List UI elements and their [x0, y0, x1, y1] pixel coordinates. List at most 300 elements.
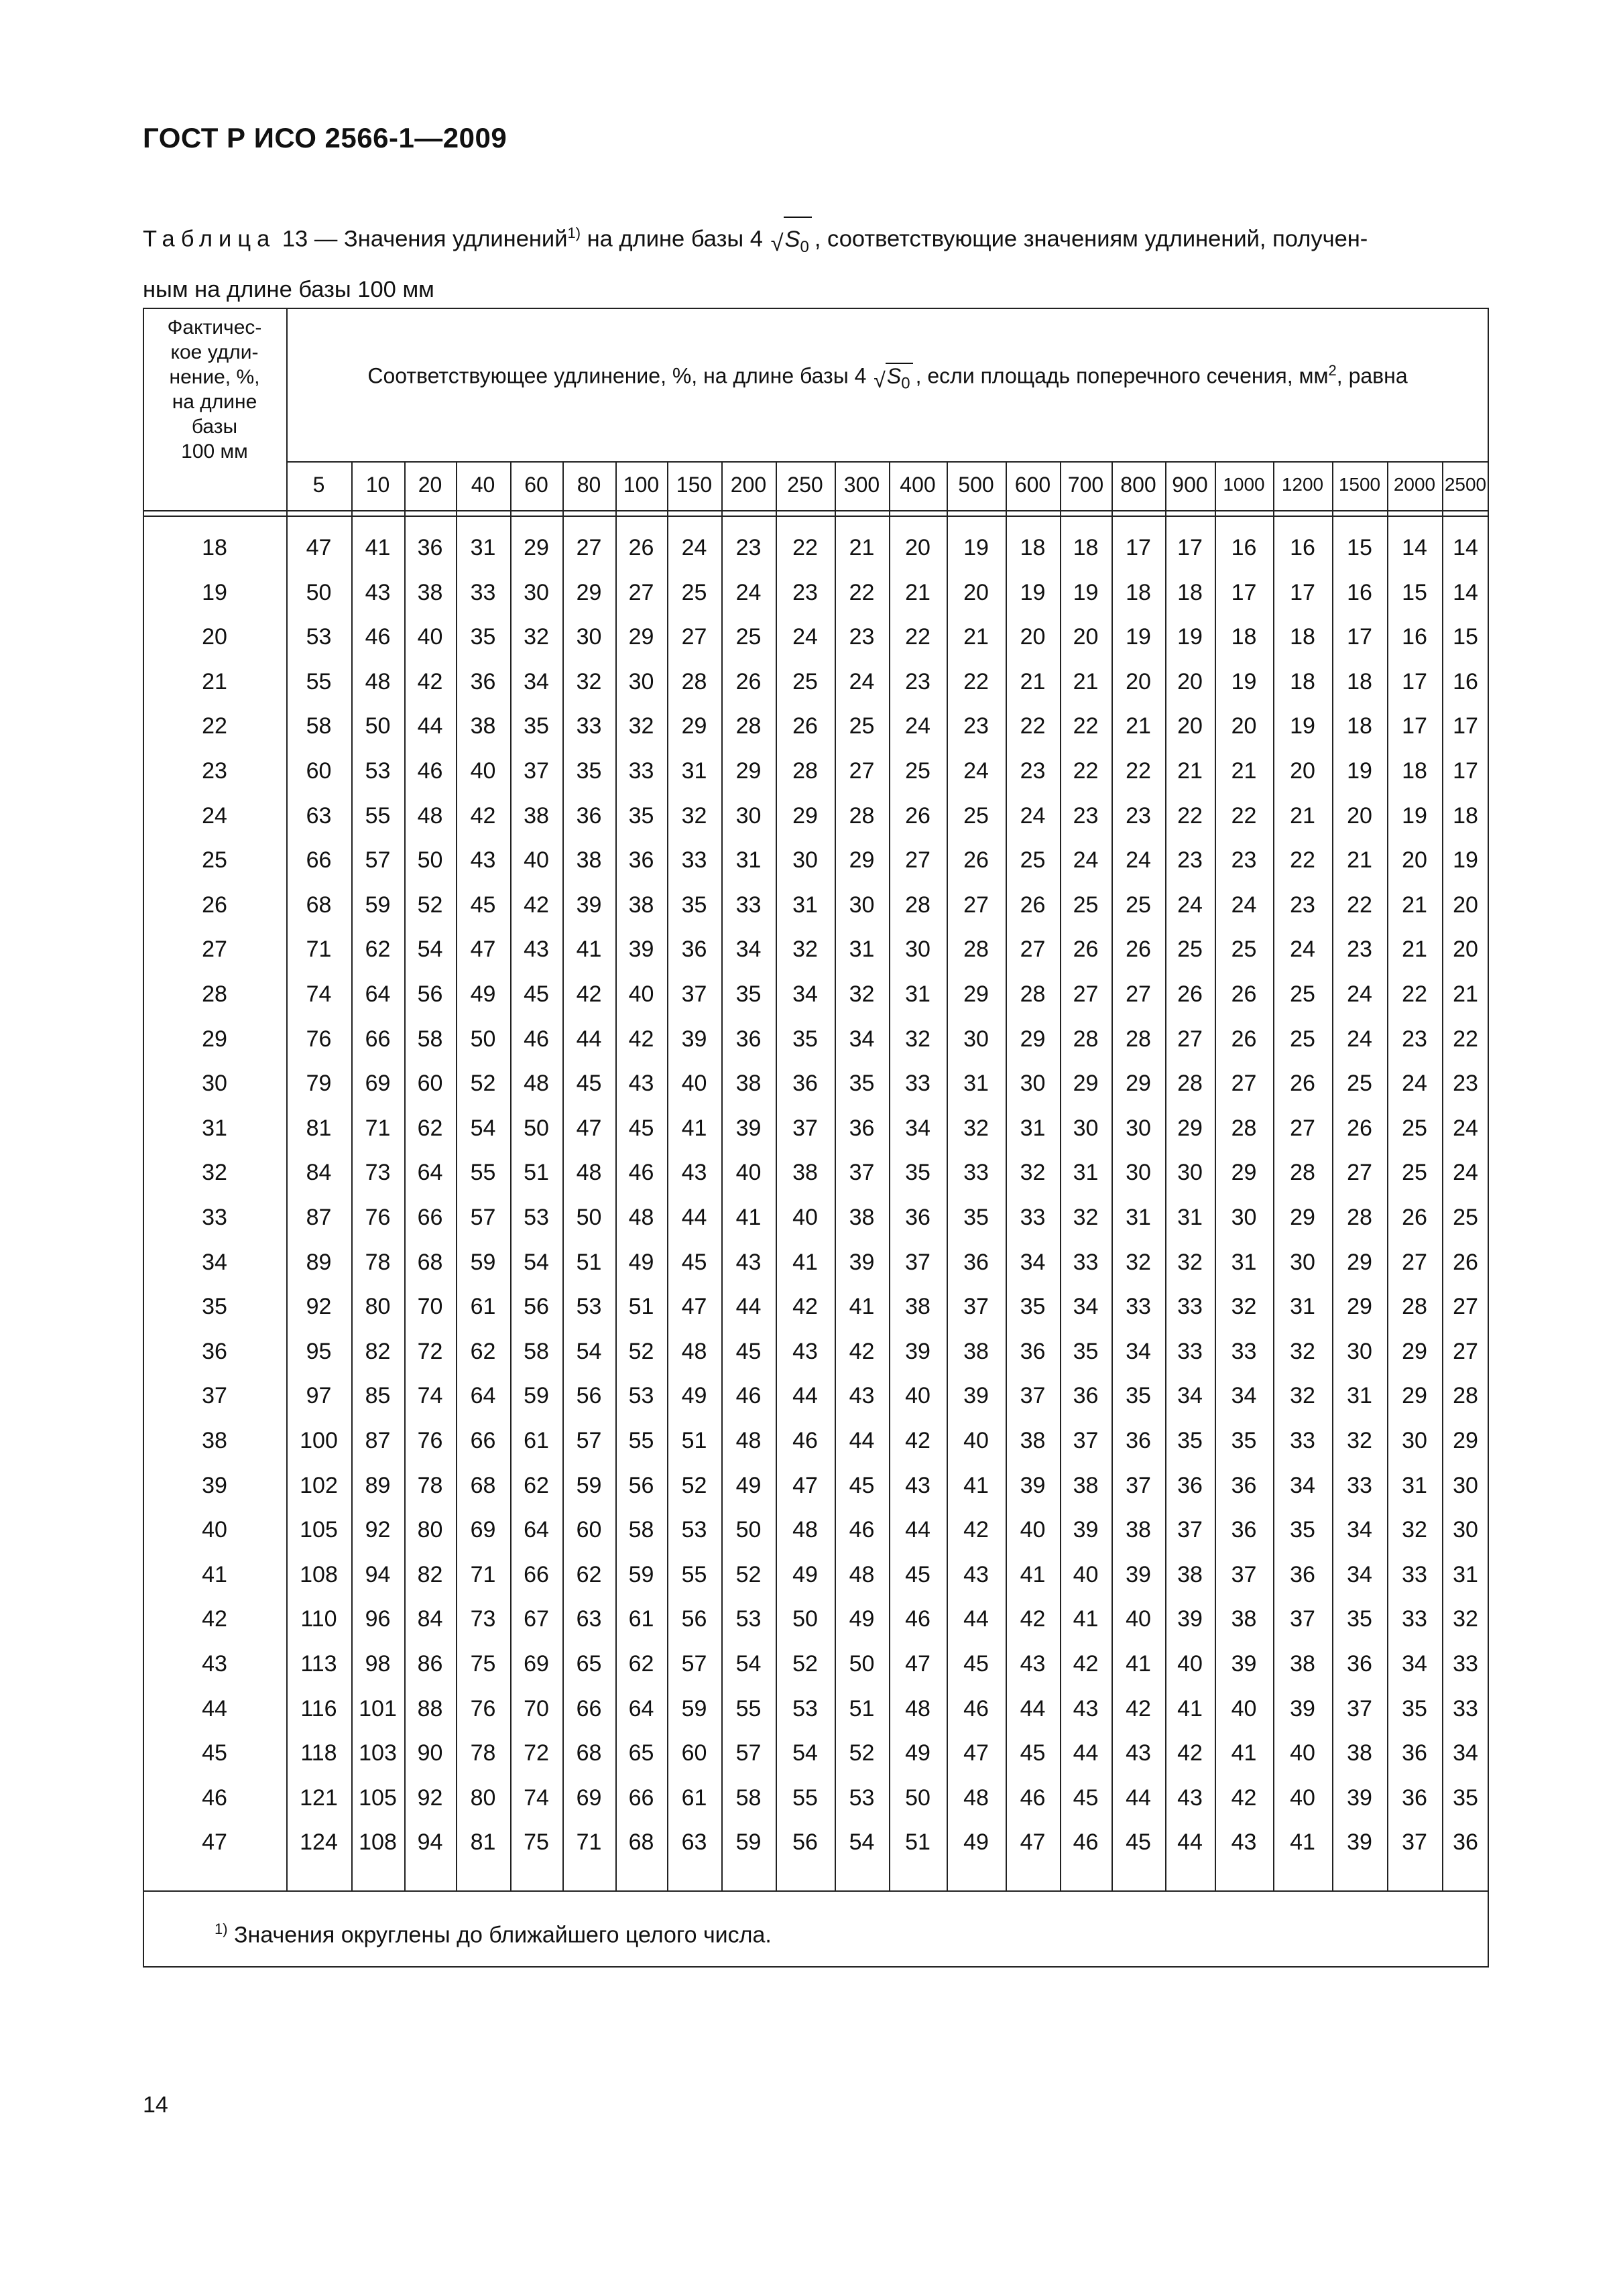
table-cell: 28	[963, 936, 989, 963]
table-cell: 46	[1020, 1785, 1046, 1811]
table-cell: 33	[1453, 1695, 1478, 1721]
row-actual-value: 44	[202, 1695, 227, 1721]
table-cell: 43	[849, 1383, 875, 1409]
table-cell: 48	[365, 668, 391, 694]
table-cell: 53	[524, 1205, 549, 1230]
table-cell: 35	[1290, 1517, 1315, 1543]
table-cell: 47	[905, 1651, 930, 1677]
table-cell: 30	[1290, 1249, 1315, 1275]
table-cell: 24	[1453, 1115, 1478, 1141]
table-cell: 53	[735, 1606, 762, 1632]
row-actual-value: 32	[202, 1160, 227, 1186]
table-cell: 43	[1073, 1695, 1099, 1721]
table-cell: 39	[1020, 1472, 1046, 1498]
table-cell: 21	[1020, 668, 1046, 694]
table-cell: 17	[1126, 535, 1151, 560]
column-header: 60	[524, 473, 548, 497]
table-cell: 35	[524, 713, 549, 739]
table-cell: 31	[963, 1071, 989, 1097]
table-cell: 61	[628, 1606, 654, 1632]
column-rule	[143, 510, 1489, 511]
table-cell: 34	[735, 936, 762, 963]
table-cell: 22	[1290, 847, 1315, 873]
table-cell: 33	[1177, 1338, 1203, 1364]
footnote	[215, 1921, 772, 1948]
table-cell: 97	[306, 1383, 332, 1409]
table-cell: 29	[524, 535, 549, 560]
table-cell: 26	[1126, 936, 1151, 963]
table-cell: 40	[524, 847, 549, 873]
table-cell: 43	[470, 847, 496, 873]
table-cell: 46	[417, 758, 443, 784]
table-cell: 44	[1020, 1695, 1046, 1721]
table-cell: 85	[365, 1383, 391, 1409]
table-cell: 20	[1020, 624, 1046, 650]
table-cell: 34	[792, 981, 818, 1007]
table-cell: 41	[849, 1294, 875, 1320]
table-cell: 35	[1231, 1428, 1257, 1453]
table-cell: 34	[1177, 1383, 1203, 1409]
table-cell: 30	[1126, 1160, 1151, 1186]
table-cell: 25	[1290, 1026, 1315, 1052]
table-cell: 68	[576, 1740, 602, 1766]
table-cell: 20	[905, 535, 930, 560]
table-cell: 23	[963, 713, 989, 739]
table-cell: 24	[849, 668, 875, 694]
table-cell: 45	[1126, 1829, 1151, 1856]
table-cell: 30	[849, 892, 875, 918]
table-cell: 71	[470, 1561, 496, 1587]
table-cell: 55	[306, 668, 332, 694]
table-cell: 60	[306, 758, 332, 784]
table-cell: 29	[628, 624, 654, 650]
table-cell: 45	[524, 981, 549, 1007]
table-cell: 23	[1290, 892, 1315, 918]
table-cell: 32	[1402, 1517, 1427, 1543]
table-cell: 46	[524, 1026, 549, 1052]
table-cell: 30	[1347, 1338, 1372, 1364]
row-actual-value: 37	[202, 1383, 227, 1409]
table-cell: 30	[1177, 1160, 1203, 1186]
table-cell: 40	[735, 1160, 762, 1186]
table-cell: 28	[735, 713, 762, 739]
table-cell: 43	[905, 1472, 930, 1498]
table-cell: 98	[365, 1651, 391, 1677]
table-cell: 38	[1073, 1472, 1099, 1498]
table-cell: 27	[1453, 1294, 1478, 1320]
table-cell: 56	[524, 1294, 549, 1320]
table-cell: 33	[1020, 1205, 1046, 1230]
table-cell: 29	[1020, 1026, 1046, 1052]
table-cell: 47	[963, 1740, 989, 1766]
table-cell: 73	[365, 1160, 391, 1186]
table-cell: 62	[417, 1115, 443, 1141]
row-actual-value: 26	[202, 892, 227, 918]
table-cell: 21	[849, 535, 875, 560]
table-cell: 94	[365, 1561, 391, 1587]
table-cell: 69	[365, 1071, 391, 1097]
table-cell: 28	[792, 758, 818, 784]
table-cell: 31	[905, 981, 930, 1007]
table-cell: 31	[1126, 1205, 1151, 1230]
footnote-text: Значения округлены до ближайшего целого числа.	[234, 1922, 772, 1948]
table-cell: 24	[1347, 981, 1372, 1007]
table-cell: 82	[365, 1338, 391, 1364]
table-cell: 84	[417, 1606, 443, 1632]
table-cell: 27	[1402, 1249, 1427, 1275]
table-cell: 16	[1231, 535, 1257, 560]
table-cell: 45	[1020, 1740, 1046, 1766]
table-cell: 41	[576, 936, 602, 963]
table-cell: 26	[963, 847, 989, 873]
table-cell: 23	[1347, 936, 1372, 963]
table-cell: 23	[1177, 847, 1203, 873]
table-cell: 76	[365, 1205, 391, 1230]
table-cell: 81	[306, 1115, 332, 1141]
table-cell: 31	[1290, 1294, 1315, 1320]
table-cell: 69	[524, 1651, 549, 1677]
table-cell: 30	[628, 668, 654, 694]
table-cell: 28	[1290, 1160, 1315, 1186]
table-cell: 39	[905, 1338, 930, 1364]
table-cell: 36	[417, 535, 443, 560]
row-header-line: 100 мм	[181, 440, 248, 463]
group-header-text: , равна	[1336, 363, 1408, 388]
table-cell: 56	[792, 1829, 818, 1856]
table-cell: 27	[628, 579, 654, 605]
table-cell: 14	[1402, 535, 1427, 560]
table-cell: 50	[470, 1026, 496, 1052]
table-cell: 68	[470, 1472, 496, 1498]
table-cell: 19	[1073, 579, 1099, 605]
table-cell: 101	[359, 1695, 397, 1721]
table-cell: 25	[1073, 892, 1099, 918]
table-cell: 48	[849, 1561, 875, 1587]
table-cell: 34	[1347, 1561, 1372, 1587]
table-cell: 47	[681, 1294, 707, 1320]
table-cell: 14	[1453, 579, 1478, 605]
table-cell: 59	[735, 1829, 762, 1856]
row-header	[143, 315, 286, 464]
row-actual-value: 35	[202, 1294, 227, 1320]
row-actual-value: 24	[202, 802, 227, 829]
table-cell: 62	[576, 1561, 602, 1587]
table-cell: 41	[681, 1115, 707, 1141]
table-cell: 46	[905, 1606, 930, 1632]
table-cell: 42	[470, 802, 496, 829]
table-cell: 103	[359, 1740, 397, 1766]
table-cell: 29	[1402, 1383, 1427, 1409]
table-cell: 38	[628, 892, 654, 918]
table-cell: 32	[524, 624, 549, 650]
caption-label: Таблица	[143, 226, 276, 252]
table-cell: 29	[1402, 1338, 1427, 1364]
table-cell: 29	[1126, 1071, 1151, 1097]
table-cell: 21	[1347, 847, 1372, 873]
table-cell: 35	[1126, 1383, 1151, 1409]
row-actual-value: 43	[202, 1651, 227, 1677]
table-cell: 32	[1073, 1205, 1099, 1230]
table-cell: 25	[905, 758, 930, 784]
table-cell: 17	[1177, 535, 1203, 560]
table-cell: 48	[681, 1338, 707, 1364]
table-cell: 36	[628, 847, 654, 873]
table-cell: 51	[681, 1428, 707, 1453]
table-cell: 40	[1290, 1785, 1315, 1811]
table-cell: 118	[300, 1740, 337, 1766]
table-cell: 32	[1290, 1383, 1315, 1409]
table-cell: 47	[1020, 1829, 1046, 1856]
table-cell: 37	[905, 1249, 930, 1275]
caption-text-b: на длине базы 4	[581, 226, 763, 252]
table-cell: 33	[628, 758, 654, 784]
table-cell: 37	[681, 981, 707, 1007]
table-cell: 36	[1290, 1561, 1315, 1587]
table-cell: 44	[963, 1606, 989, 1632]
table-cell: 25	[681, 579, 707, 605]
table-cell: 105	[300, 1517, 338, 1543]
table-cell: 30	[1402, 1428, 1427, 1453]
table-cell: 71	[365, 1115, 391, 1141]
table-cell: 39	[963, 1383, 989, 1409]
table-cell: 75	[524, 1829, 549, 1856]
table-cell: 42	[628, 1026, 654, 1052]
table-cell: 27	[576, 535, 602, 560]
table-cell: 20	[1453, 936, 1478, 963]
table-cell: 25	[1177, 936, 1203, 963]
table-cell: 27	[1231, 1071, 1257, 1097]
caption-text-a: — Значения удлинений	[314, 226, 568, 252]
table-cell: 19	[1231, 668, 1257, 694]
table-cell: 55	[735, 1695, 762, 1721]
table-cell: 36	[681, 936, 707, 963]
table-cell: 44	[1073, 1740, 1099, 1766]
table-cell: 25	[1453, 1205, 1478, 1230]
table-cell: 39	[1231, 1651, 1257, 1677]
table-cell: 29	[849, 847, 875, 873]
table-cell: 36	[576, 802, 602, 829]
table-cell: 22	[1126, 758, 1151, 784]
table-cell: 22	[1073, 713, 1099, 739]
column-header: 100	[623, 473, 660, 497]
table-cell: 35	[628, 802, 654, 829]
table-cell: 38	[905, 1294, 930, 1320]
table-cell: 47	[792, 1472, 818, 1498]
table-cell: 60	[681, 1740, 707, 1766]
table-cell: 43	[681, 1160, 707, 1186]
table-cell: 87	[365, 1428, 391, 1453]
table-cell: 40	[681, 1071, 707, 1097]
table-cell: 20	[1231, 713, 1257, 739]
table-cell: 51	[905, 1829, 930, 1856]
table-cell: 18	[1290, 624, 1315, 650]
table-cell: 33	[1231, 1338, 1257, 1364]
table-cell: 43	[524, 936, 549, 963]
column-header: 900	[1172, 473, 1208, 497]
table-cell: 24	[792, 624, 818, 650]
table-cell: 38	[1347, 1740, 1372, 1766]
table-cell: 40	[417, 624, 443, 650]
table-cell: 52	[681, 1472, 707, 1498]
table-cell: 23	[1126, 802, 1151, 829]
table-cell: 47	[470, 936, 496, 963]
table-cell: 57	[470, 1205, 496, 1230]
table-cell: 20	[963, 579, 989, 605]
table-cell: 31	[849, 936, 875, 963]
table-cell: 43	[963, 1561, 989, 1587]
table-cell: 36	[1126, 1428, 1151, 1453]
table-cell: 44	[849, 1428, 875, 1453]
table-cell: 64	[524, 1517, 549, 1543]
table-cell: 29	[1347, 1249, 1372, 1275]
table-cell: 30	[905, 936, 930, 963]
table-cell: 24	[963, 758, 989, 784]
row-actual-value: 39	[202, 1472, 227, 1498]
table-cell: 55	[470, 1160, 496, 1186]
table-cell: 72	[417, 1338, 443, 1364]
table-cell: 32	[963, 1115, 989, 1141]
table-cell: 18	[1231, 624, 1257, 650]
table-cell: 38	[735, 1071, 762, 1097]
table-cell: 61	[524, 1428, 549, 1453]
table-cell: 41	[1177, 1695, 1203, 1721]
table-cell: 80	[417, 1517, 443, 1543]
table-cell: 64	[365, 981, 391, 1007]
row-actual-value: 45	[202, 1740, 227, 1766]
column-header: 40	[471, 473, 495, 497]
table-cell: 32	[1453, 1606, 1478, 1632]
column-header: 400	[900, 473, 936, 497]
table-cell: 41	[1073, 1606, 1099, 1632]
table-cell: 74	[417, 1383, 443, 1409]
table-cell: 28	[1020, 981, 1046, 1007]
table-cell: 54	[792, 1740, 818, 1766]
table-cell: 38	[963, 1338, 989, 1364]
table-cell: 121	[300, 1785, 338, 1811]
table-cell: 24	[681, 535, 707, 560]
table-cell: 64	[628, 1695, 654, 1721]
table-cell: 39	[1073, 1517, 1099, 1543]
table-cell: 48	[628, 1205, 654, 1230]
table-cell: 54	[735, 1651, 762, 1677]
table-cell: 38	[1290, 1651, 1315, 1677]
table-cell: 45	[576, 1071, 602, 1097]
table-cell: 30	[792, 847, 818, 873]
table-cell: 47	[576, 1115, 602, 1141]
table-cell: 45	[735, 1338, 762, 1364]
table-cell: 53	[681, 1517, 707, 1543]
table-cell: 33	[1290, 1428, 1315, 1453]
table-cell: 32	[681, 802, 707, 829]
table-cell: 51	[576, 1249, 602, 1275]
table-cell: 66	[417, 1205, 443, 1230]
table-cell: 31	[1231, 1249, 1257, 1275]
table-cell: 38	[576, 847, 602, 873]
table-cell: 23	[1073, 802, 1099, 829]
table-cell: 35	[576, 758, 602, 784]
table-cell: 30	[1020, 1071, 1046, 1097]
table-cell: 18	[1126, 579, 1151, 605]
table-cell: 51	[849, 1695, 875, 1721]
table-cell: 24	[1290, 936, 1315, 963]
table-cell: 67	[524, 1606, 549, 1632]
table-cell: 25	[1290, 981, 1315, 1007]
table-cell: 58	[735, 1785, 762, 1811]
table-cell: 38	[470, 713, 496, 739]
table-cell: 15	[1453, 624, 1478, 650]
table-cell: 82	[417, 1561, 443, 1587]
table-cell: 33	[1453, 1651, 1478, 1677]
table-cell: 62	[628, 1651, 654, 1677]
table-cell: 15	[1347, 535, 1372, 560]
table-cell: 48	[905, 1695, 930, 1721]
table-cell: 25	[1402, 1160, 1427, 1186]
table-cell: 17	[1347, 624, 1372, 650]
table-cell: 18	[1453, 802, 1478, 829]
table-cell: 38	[849, 1205, 875, 1230]
table-cell: 19	[1126, 624, 1151, 650]
table-cell: 42	[1073, 1651, 1099, 1677]
table-cell: 88	[417, 1695, 443, 1721]
table-cell: 58	[306, 713, 332, 739]
table-cell: 68	[306, 892, 332, 918]
table-cell: 19	[963, 535, 989, 560]
table-cell: 66	[524, 1561, 549, 1587]
table-cell: 76	[470, 1695, 496, 1721]
table-cell: 52	[628, 1338, 654, 1364]
table-cell: 15	[1402, 579, 1427, 605]
table-cell: 40	[628, 981, 654, 1007]
column-header: 200	[730, 473, 767, 497]
table-cell: 25	[1231, 936, 1257, 963]
table-cell: 71	[576, 1829, 602, 1856]
table-cell: 60	[417, 1071, 443, 1097]
table-cell: 41	[963, 1472, 989, 1498]
table-cell: 57	[735, 1740, 762, 1766]
table-cell: 53	[628, 1383, 654, 1409]
table-cell: 19	[1347, 758, 1372, 784]
table-cell: 26	[1402, 1205, 1427, 1230]
table-cell: 34	[1073, 1294, 1099, 1320]
table-cell: 19	[1453, 847, 1478, 873]
table-cell: 35	[1020, 1294, 1046, 1320]
table-cell: 25	[1402, 1115, 1427, 1141]
table-cell: 19	[1402, 802, 1427, 829]
row-actual-value: 22	[202, 713, 227, 739]
table-cell: 49	[963, 1829, 989, 1856]
table-cell: 37	[1231, 1561, 1257, 1587]
column-rule-double	[143, 516, 1489, 517]
table-cell: 56	[417, 981, 443, 1007]
table-cell: 26	[1453, 1249, 1478, 1275]
table-cell: 21	[905, 579, 930, 605]
table-cell: 38	[792, 1160, 818, 1186]
table-cell: 41	[792, 1249, 818, 1275]
table-cell: 73	[470, 1606, 496, 1632]
table-cell: 87	[306, 1205, 332, 1230]
table-cell: 69	[576, 1785, 602, 1811]
table-cell: 47	[306, 535, 332, 560]
table-cell: 26	[905, 802, 930, 829]
table-cell: 59	[681, 1695, 707, 1721]
table-cell: 84	[306, 1160, 332, 1186]
table-cell: 22	[1177, 802, 1203, 829]
table-cell: 39	[1126, 1561, 1151, 1587]
row-actual-value: 21	[202, 668, 227, 694]
table-cell: 66	[306, 847, 332, 873]
table-cell: 36	[1453, 1829, 1478, 1856]
row-header-line: на длине	[172, 391, 257, 413]
